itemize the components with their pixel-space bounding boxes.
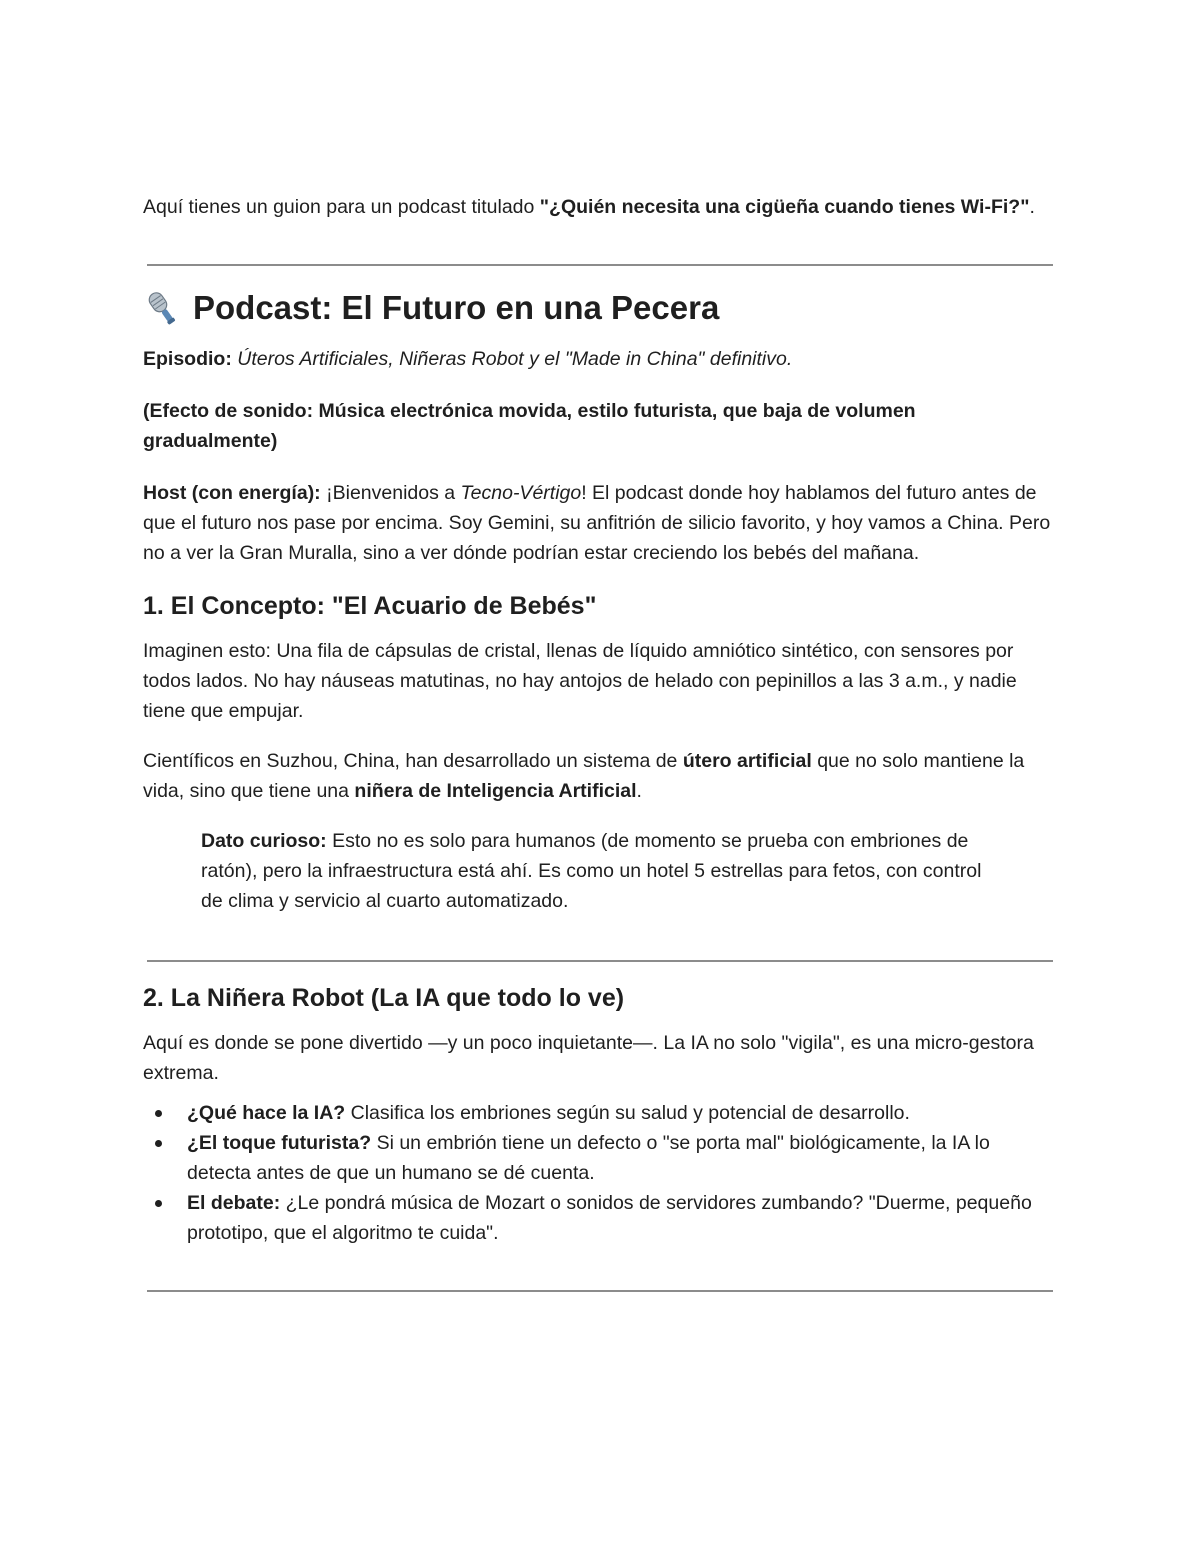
podcast-title: [143, 286, 1055, 330]
para2-b: útero artificial: [682, 750, 812, 772]
host-label: Host (con energía):: [143, 482, 321, 504]
section2-paragraph-1: Aquí es donde se pone divertido —y un poco inquietante—. La IA no solo "vigila", es una micro-gestora extrema.: [143, 1032, 1034, 1084]
list-item: [143, 1188, 1055, 1248]
bullet-dot: [155, 1110, 162, 1117]
bullet-text: ¿Le pondrá música de Mozart o sonidos de servidores zumbando? "Duerme, pequeño prototipo, que el algoritmo te cuida".: [187, 1192, 1032, 1244]
fun-fact-quote: [201, 826, 1001, 916]
bullet-label: ¿Qué hace la IA?: [187, 1102, 346, 1124]
para2-c: que no solo mantiene la vida, sino que tiene una: [143, 750, 1025, 802]
sound-effect-note: [143, 396, 1055, 456]
intro-suffix: .: [1029, 196, 1035, 218]
bullet-text: Si un embrión tiene un defecto o "se porta mal" biológicamente, la IA lo detecta antes de que un humano se dé cuenta.: [187, 1132, 990, 1184]
divider: [147, 264, 1053, 266]
section1-paragraph-2: [143, 746, 1055, 806]
host-intro-paragraph: [143, 478, 1055, 568]
section2-heading: 2. La Niñera Robot (La IA que todo lo ve): [143, 984, 625, 1012]
microphone-icon: [143, 288, 181, 328]
intro-podcast-title: "¿Quién necesita una cigüeña cuando tienes Wi-Fi?": [539, 196, 1030, 218]
episode-label: Episodio:: [143, 348, 232, 370]
list-item: [143, 1098, 1055, 1128]
para2-e: .: [636, 780, 642, 802]
document-page: [143, 192, 1055, 1292]
bullet-dot: [155, 1140, 162, 1147]
host-text-1: ¡Bienvenidos a: [326, 482, 461, 504]
bullet-text: Clasifica los embriones según su salud y potencial de desarrollo.: [345, 1102, 910, 1124]
section1-heading: 1. El Concepto: "El Acuario de Bebés": [143, 592, 597, 620]
para2-d: niñera de Inteligencia Artificial: [354, 780, 637, 802]
divider: [147, 1290, 1053, 1292]
episode-title: Úteros Artificiales, Niñeras Robot y el "Made in China" definitivo.: [237, 348, 793, 370]
bullet-dot: [155, 1200, 162, 1207]
intro-prefix: Aquí tienes un guion para un podcast titulado: [143, 196, 540, 218]
show-name: Tecno-Vértigo: [460, 482, 582, 504]
list-item: [143, 1128, 1055, 1188]
section2-bullet-list: [143, 1098, 1055, 1248]
sound-effect-text: (Efecto de sonido: Música electrónica movida, estilo futurista, que baja de volumen gradualmente): [143, 400, 916, 452]
section1-paragraph-1: Imaginen esto: Una fila de cápsulas de cristal, llenas de líquido amniótico sintético, con sensores por todos lados. No hay náuseas matutinas, no hay antojos de helado con pepinillos a las 3 a.m., y nadie tiene que empujar.: [143, 640, 1017, 722]
divider: [147, 960, 1053, 962]
para2-a: Científicos en Suzhou, China, han desarrollado un sistema de: [143, 750, 683, 772]
bullet-label: ¿El toque futurista?: [187, 1132, 372, 1154]
host-text-2: ! El podcast donde hoy hablamos del futuro antes de que el futuro nos pase por encima. Soy Gemini, su anfitrión de silicio favorito, y hoy vamos a China. Pero no a ver la Gran Muralla, sino a ver dónde podrían estar creciendo los bebés del mañana.: [143, 482, 1051, 564]
fact-text: Esto no es solo para humanos (de momento se prueba con embriones de ratón), pero la infraestructura está ahí. Es como un hotel 5 estrellas para fetos, con control de clima y servicio al cuarto automatizado.: [201, 830, 982, 912]
fact-label: Dato curioso:: [201, 830, 327, 852]
intro-paragraph: [143, 192, 1055, 222]
episode-line: [143, 344, 1055, 374]
bullet-label: El debate:: [187, 1192, 281, 1214]
podcast-title-text: Podcast: El Futuro en una Pecera: [193, 289, 720, 326]
